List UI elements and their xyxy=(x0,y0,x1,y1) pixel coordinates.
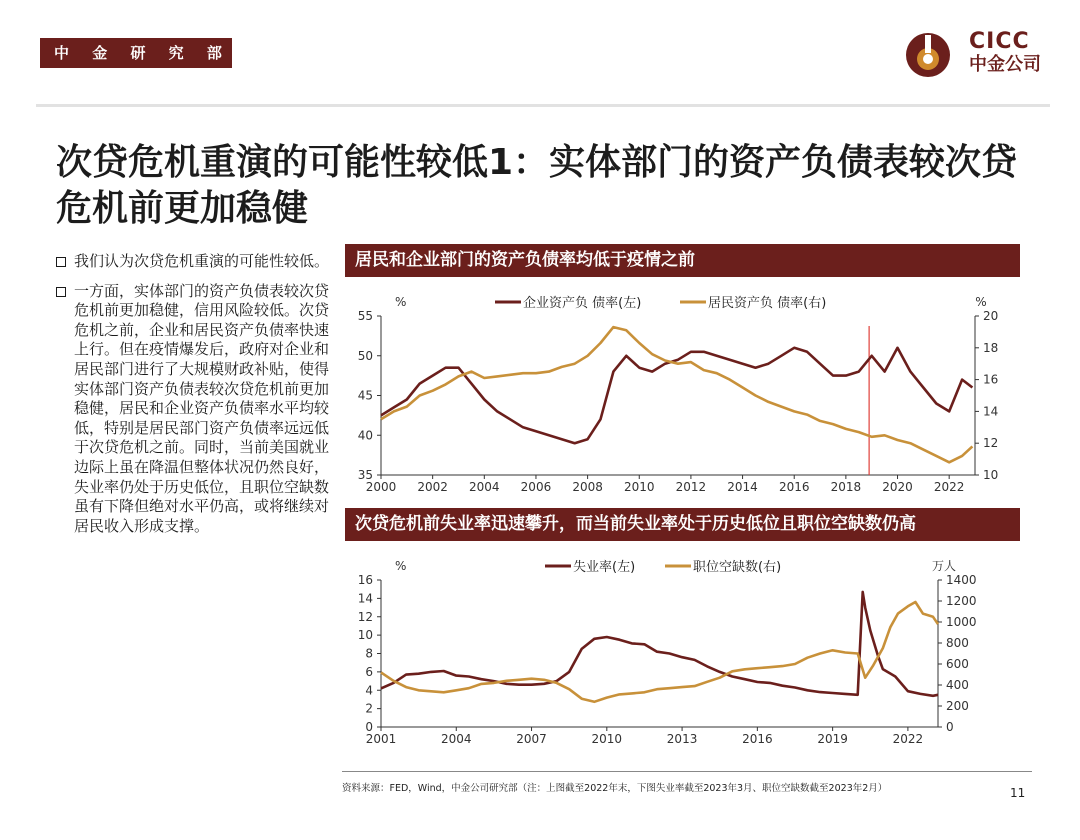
chart1-yr-tick-label: 16 xyxy=(983,372,999,387)
chart1-x-tick-label: 2004 xyxy=(469,480,500,494)
chart2-x-tick-label: 2010 xyxy=(591,732,623,746)
bullet-list xyxy=(56,252,336,546)
chart2-yr-tick-label: 800 xyxy=(946,636,969,650)
chart2-yl-tick-label: 8 xyxy=(365,646,373,661)
bullet-item xyxy=(56,282,336,537)
chart1-x-tick-label: 2000 xyxy=(365,480,397,494)
logo-en: CICC xyxy=(969,29,1030,54)
chart1-yl-tick-label: 35 xyxy=(357,468,373,482)
chart1-yr-tick-label: 20 xyxy=(983,309,999,323)
footer-divider xyxy=(342,771,1032,772)
chart2-yr-tick-label: 200 xyxy=(946,699,969,713)
chart2-series-left-line xyxy=(381,592,938,696)
chart2-yl-tick-label: 6 xyxy=(365,664,373,679)
chart2-x-tick-label: 2016 xyxy=(742,732,773,746)
bullet-text: 我们认为次贷危机重演的可能性较低。 xyxy=(74,252,330,270)
chart1-legend-label: 企业资产负 债率(左) xyxy=(523,296,642,311)
chart2-yr-tick-label: 600 xyxy=(946,657,969,671)
chart2-legend-label: 失业率(左) xyxy=(573,560,636,575)
chart2-yr-tick-label: 1200 xyxy=(946,594,977,608)
chart2-x-tick-label: 2004 xyxy=(440,732,472,746)
chart1-x-tick-label: 2018 xyxy=(830,480,862,494)
page-title: 次贷危机重演的可能性较低1：实体部门的资产负债表较次贷危机前更加稳健 xyxy=(56,142,1018,229)
chart1-yl-tick-label: 40 xyxy=(357,428,373,443)
chart1-x-tick-label: 2002 xyxy=(417,480,448,494)
chart2-yr-tick-label: 400 xyxy=(946,678,969,692)
chart1-x-tick-label: 2016 xyxy=(778,480,810,494)
chart2-x-tick-label: 2019 xyxy=(817,732,848,746)
chart1-x-tick-label: 2008 xyxy=(572,480,603,494)
chart2-unemployment-vacancies xyxy=(345,545,1020,755)
chart1-yr-tick-label: 10 xyxy=(983,468,999,482)
header-divider xyxy=(36,104,1050,107)
checkbox-bullet-icon xyxy=(56,257,66,267)
chart2-yl-tick-label: 2 xyxy=(365,701,373,716)
department-badge: 中 金 研 究 部 xyxy=(40,38,232,68)
chart2-yl-tick-label: 14 xyxy=(357,591,373,606)
chart1-yr-tick-label: 18 xyxy=(983,340,999,355)
chart2-yr-tick-label: 1000 xyxy=(946,615,977,629)
chart1-right-unit: % xyxy=(975,295,987,309)
chart2-yl-tick-label: 10 xyxy=(357,628,373,643)
chart2-x-tick-label: 2007 xyxy=(516,732,547,746)
chart2-right-unit: 万人 xyxy=(931,559,957,573)
chart1-yl-tick-label: 55 xyxy=(357,309,373,323)
chart1-x-tick-label: 2014 xyxy=(727,480,758,494)
chart1-x-tick-label: 2020 xyxy=(882,480,913,494)
chart1-yr-tick-label: 12 xyxy=(983,436,999,451)
chart2-yl-tick-label: 4 xyxy=(365,683,373,698)
chart2-legend-label: 职位空缺数(右) xyxy=(693,560,782,575)
page-number: 11 xyxy=(1010,786,1026,800)
chart1-x-tick-label: 2010 xyxy=(623,480,655,494)
bullet-item xyxy=(56,252,336,272)
chart1-yr-tick-label: 14 xyxy=(983,404,999,419)
chart2-yl-tick-label: 12 xyxy=(357,609,373,624)
chart1-x-tick-label: 2012 xyxy=(675,480,707,494)
chart1-legend-label: 居民资产负 债率(右) xyxy=(708,296,827,311)
bullet-text: 一方面，实体部门的资产负债表较次贷危机前更加稳健，信用风险较低。次贷危机之前，企业和居民资产负债率快速上行。但在疫情爆发后，政府对企业和居民部门进行了大规模财政补贴，使得实体部门资产负债表较次贷危机前更加稳健，居民和企业资产负债率水平均较低，特别是居民部门资产负债率远远低于次贷危机之前。同时，当前美国就业边际上虽在降温但整体状况仍然良好，失业率仍处于历史低位，且职位空缺数虽有下降但绝对水平仍高，或将继续对居民收入形成支撑。 xyxy=(74,281,330,535)
chart1-yl-tick-label: 50 xyxy=(357,348,373,363)
chart2-x-tick-label: 2022 xyxy=(892,732,924,746)
chart2-x-tick-label: 2001 xyxy=(365,732,397,746)
chart2-title: 次贷危机前失业率迅速攀升，而当前失业率处于历史低位且职位空缺数仍高 xyxy=(345,508,1020,541)
chart2-left-unit: % xyxy=(395,559,407,573)
logo-cn: 中金公司 xyxy=(969,54,1041,75)
cicc-logo xyxy=(905,26,1055,82)
chart1-x-tick-label: 2022 xyxy=(933,480,965,494)
chart1-x-tick-label: 2006 xyxy=(520,480,552,494)
logo-mark-icon xyxy=(905,32,951,78)
chart1-title: 居民和企业部门的资产负债率均低于疫情之前 xyxy=(345,244,1020,277)
chart1-series-right-line xyxy=(381,327,972,462)
chart2-yl-tick-label: 16 xyxy=(357,573,373,587)
source-note: 资料来源：FED，Wind，中金公司研究部（注：上图截至2022年末，下图失业率截至2023年3月、职位空缺数截至2023年2月） xyxy=(342,783,888,794)
chart2-x-tick-label: 2013 xyxy=(666,732,698,746)
checkbox-bullet-icon xyxy=(56,287,66,297)
chart2-yr-tick-label: 0 xyxy=(946,720,954,734)
chart1-debt-ratio xyxy=(345,280,1020,500)
chart1-yl-tick-label: 45 xyxy=(357,388,373,403)
chart2-yr-tick-label: 1400 xyxy=(946,573,977,587)
chart2-yl-tick-label: 0 xyxy=(365,720,373,734)
chart1-left-unit: % xyxy=(395,295,407,309)
